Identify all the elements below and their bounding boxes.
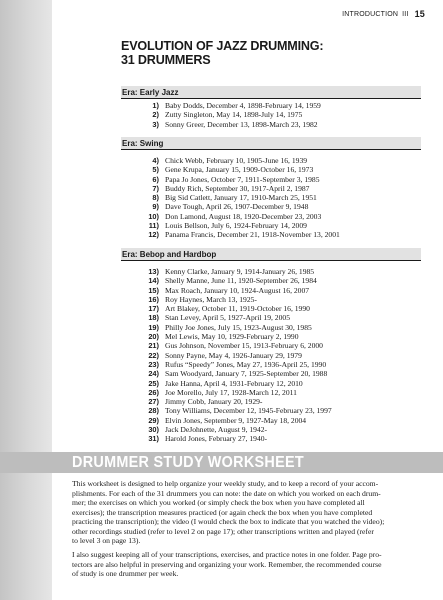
drummer-list-early-jazz xyxy=(121,101,421,129)
drummer-item xyxy=(121,184,421,193)
header-separator: III xyxy=(402,10,409,18)
drummer-entry: Jimmy Cobb, January 20, 1929- xyxy=(165,397,263,407)
drummer-list-swing xyxy=(121,156,421,240)
drummer-number: 28) xyxy=(148,406,159,416)
drummer-number: 24) xyxy=(148,369,159,379)
drummer-number: 31) xyxy=(148,434,159,444)
drummer-number: 21) xyxy=(148,341,159,351)
worksheet-paragraph-2 xyxy=(72,550,424,579)
paragraph-line: tectors are also helpful in preserving and organizing your work. Remember, the recommended course xyxy=(72,559,382,569)
paragraph-line: plishments. For each of the 31 drummers you can note: the date on which you worked on each drum- xyxy=(72,488,381,498)
drummer-number: 29) xyxy=(148,415,159,425)
drummer-number: 14) xyxy=(148,276,159,286)
drummer-number: 23) xyxy=(148,359,159,369)
paragraph-line: of study is one drummer per week. xyxy=(72,569,179,579)
drummer-entry: Zutty Singleton, May 14, 1898-July 14, 1975 xyxy=(165,110,303,120)
drummer-entry: Buddy Rich, September 30, 1917-April 2, 1987 xyxy=(165,183,310,193)
paragraph-line: I also suggest keeping all of your transcriptions, exercises, and practice notes in one folder. Page pro- xyxy=(72,550,382,559)
drummer-item xyxy=(121,341,421,350)
drummer-number: 6) xyxy=(152,174,159,184)
drummer-number: 9) xyxy=(152,202,159,212)
header-section: INTRODUCTION xyxy=(342,10,399,18)
drummer-entry: Louis Bellson, July 6, 1924-February 14, 2009 xyxy=(165,221,307,231)
drummer-entry: Gus Johnson, November 15, 1913-February 6, 2000 xyxy=(165,341,323,351)
drummer-item xyxy=(121,323,421,332)
drummer-number: 1) xyxy=(152,101,159,110)
drummer-item xyxy=(121,425,421,434)
drummer-item xyxy=(121,165,421,174)
drummer-number: 13) xyxy=(148,267,159,276)
drummer-entry: Joe Morello, July 17, 1928-March 12, 2011 xyxy=(165,387,297,397)
era-heading-early-jazz: Era: Early Jazz xyxy=(121,86,421,99)
drummer-item xyxy=(121,212,421,221)
drummer-item xyxy=(121,101,421,110)
page-title-line-1: EVOLUTION OF JAZZ DRUMMING: xyxy=(121,39,324,53)
drummer-item xyxy=(121,406,421,415)
drummer-item xyxy=(121,267,421,276)
era-heading-bebop-hardbop: Era: Bebop and Hardbop xyxy=(121,248,421,261)
left-margin-band xyxy=(0,0,52,600)
drummer-entry: Art Blakey, October 11, 1919-October 16, 1990 xyxy=(165,304,310,314)
paragraph-line: mer; the exercises on which you worked (or simply check the box when you have completed all xyxy=(72,498,365,508)
drummer-entry: Rufus “Speedy” Jones, May 27, 1936-April 25, 1990 xyxy=(165,359,327,369)
paragraph-line: practicing the transcription); the video (I would check the box to indicate that you watched the video); xyxy=(72,517,385,527)
running-header xyxy=(342,9,425,19)
drummer-number: 11) xyxy=(148,221,159,231)
drummer-number: 17) xyxy=(148,304,159,314)
drummer-number: 26) xyxy=(148,387,159,397)
drummer-number: 15) xyxy=(148,285,159,295)
drummer-entry: Max Roach, January 10, 1924-August 16, 2007 xyxy=(165,285,310,295)
drummer-number: 4) xyxy=(152,156,159,165)
drummer-entry: Stan Levey, April 5, 1927-April 19, 2005 xyxy=(165,313,290,323)
drummer-number: 7) xyxy=(152,183,159,193)
drummer-entry: Elvin Jones, September 9, 1927-May 18, 2004 xyxy=(165,415,307,425)
drummer-entry: Gene Krupa, January 15, 1909-October 16, 1973 xyxy=(165,165,314,175)
drummer-item xyxy=(121,286,421,295)
era-heading-swing: Era: Swing xyxy=(121,137,421,150)
drummer-number: 30) xyxy=(148,425,159,435)
paragraph-line: exercises); the transcription measures practiced (or again check the box when you have completed xyxy=(72,507,373,517)
drummer-entry: Dave Tough, April 26, 1907-December 9, 1948 xyxy=(165,202,309,212)
drummer-item xyxy=(121,193,421,202)
drummer-entry: Tony Williams, December 12, 1945-February 23, 1997 xyxy=(165,406,332,416)
drummer-entry: Sonny Greer, December 13, 1898-March 23, 1982 xyxy=(165,119,318,129)
drummer-number: 19) xyxy=(148,322,159,332)
drummer-item xyxy=(121,397,421,406)
drummer-entry: Chick Webb, February 10, 1905-June 16, 1939 xyxy=(165,156,308,165)
drummer-item xyxy=(121,332,421,341)
drummer-number: 12) xyxy=(148,230,159,240)
drummer-item xyxy=(121,351,421,360)
drummer-number: 2) xyxy=(152,110,159,120)
drummer-entry: Baby Dodds, December 4, 1898-February 14, 1959 xyxy=(165,101,321,110)
drummer-item xyxy=(121,221,421,230)
drummer-entry: Jack DeJohnette, August 9, 1942- xyxy=(165,425,268,435)
drummer-item xyxy=(121,304,421,313)
paragraph-line: This worksheet is designed to help organize your weekly study, and to keep a record of your accom- xyxy=(72,479,379,488)
drummer-number: 3) xyxy=(152,119,159,129)
drummer-number: 22) xyxy=(148,350,159,360)
drummer-number: 20) xyxy=(148,332,159,342)
drummer-entry: Kenny Clarke, January 9, 1914-January 26, 1985 xyxy=(165,267,315,276)
page-title xyxy=(121,40,421,67)
drummer-item xyxy=(121,120,421,129)
drummer-number: 10) xyxy=(148,211,159,221)
drummer-entry: Harold Jones, February 27, 1940- xyxy=(165,434,268,444)
drummer-entry: Panama Francis, December 21, 1918-November 13, 2001 xyxy=(165,230,340,240)
paragraph-line: to level 3 on page 13). xyxy=(72,536,141,546)
worksheet-paragraph-1 xyxy=(72,479,424,546)
drummer-entry: Jake Hanna, April 4, 1931-February 12, 2010 xyxy=(165,378,303,388)
drummer-item xyxy=(121,434,421,443)
drummer-entry: Mel Lewis, May 10, 1929-February 2, 1990 xyxy=(165,332,299,342)
drummer-entry: Philly Joe Jones, July 15, 1923-August 30, 1985 xyxy=(165,322,312,332)
drummer-number: 8) xyxy=(152,193,159,203)
drummer-entry: Shelly Manne, June 11, 1920-September 26, 1984 xyxy=(165,276,317,286)
drummer-item xyxy=(121,202,421,211)
drummer-number: 27) xyxy=(148,397,159,407)
page-title-line-2: 31 DRUMMERS xyxy=(121,52,211,67)
drummer-number: 5) xyxy=(152,165,159,175)
drummer-item xyxy=(121,295,421,304)
drummer-item xyxy=(121,175,421,184)
drummer-list-bebop-hardbop xyxy=(121,267,421,444)
drummer-entry: Sonny Payne, May 4, 1926-January 29, 1979 xyxy=(165,350,302,360)
drummer-item xyxy=(121,110,421,119)
drummer-item xyxy=(121,416,421,425)
drummer-number: 25) xyxy=(148,378,159,388)
page-number: 15 xyxy=(414,9,425,19)
drummer-item xyxy=(121,156,421,165)
drummer-number: 18) xyxy=(148,313,159,323)
drummer-item xyxy=(121,379,421,388)
drummer-entry: Don Lamond, August 18, 1920-December 23, 2003 xyxy=(165,211,322,221)
drummer-entry: Big Sid Catlett, January 17, 1910-March 25, 1951 xyxy=(165,193,317,203)
paragraph-line: other recordings studied (refer to level 2 on page 17); other transcriptions written and played (refer xyxy=(72,526,374,536)
drummer-number: 16) xyxy=(148,294,159,304)
drummer-item xyxy=(121,313,421,322)
drummer-item xyxy=(121,388,421,397)
drummer-entry: Sam Woodyard, January 7, 1925-September 20, 1988 xyxy=(165,369,328,379)
drummer-item xyxy=(121,276,421,285)
worksheet-title: DRUMMER STUDY WORKSHEET xyxy=(72,454,304,471)
drummer-item xyxy=(121,230,421,239)
drummer-item xyxy=(121,360,421,369)
drummer-entry: Roy Haynes, March 13, 1925- xyxy=(165,294,257,304)
drummer-entry: Papa Jo Jones, October 7, 1911-September 3, 1985 xyxy=(165,174,320,184)
drummer-item xyxy=(121,369,421,378)
